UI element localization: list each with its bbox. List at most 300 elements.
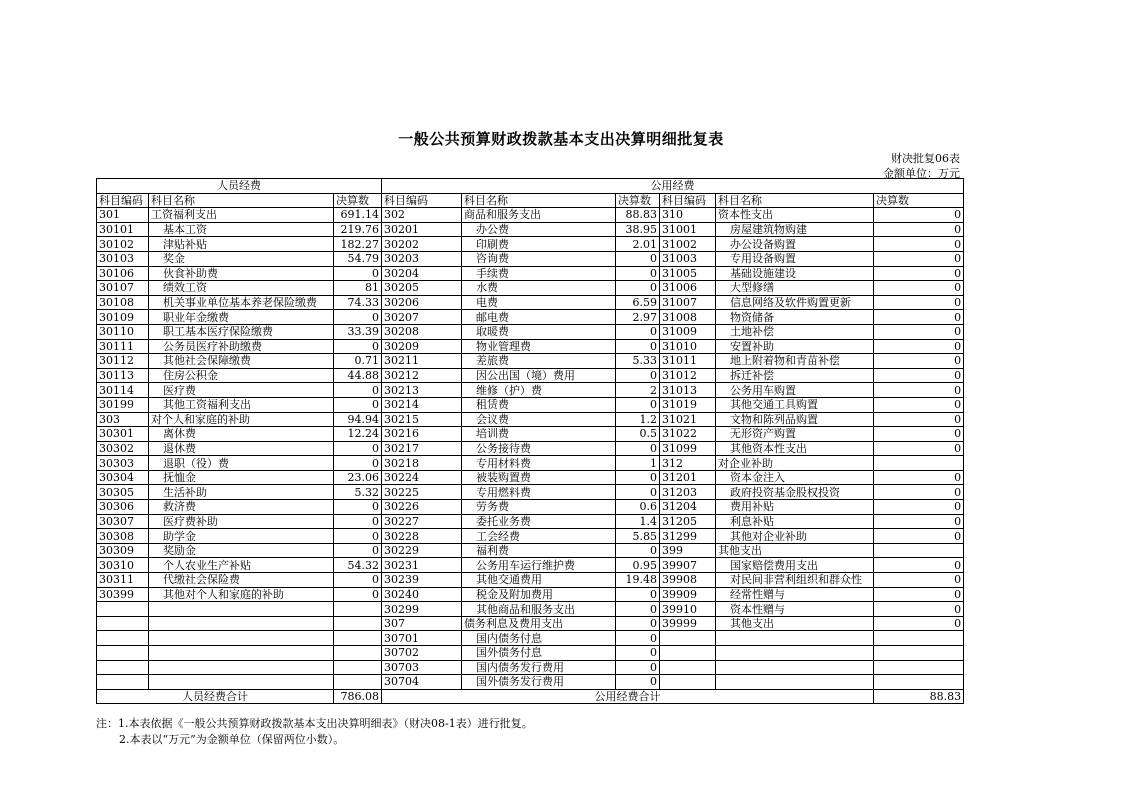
code-cell: 30213: [382, 383, 462, 398]
amount-cell: 0: [874, 441, 964, 456]
name-cell: 邮电费: [462, 310, 616, 325]
amount-cell: 0.6: [616, 500, 660, 515]
name-cell: 专用燃料费: [462, 485, 616, 500]
code-cell: 30307: [97, 514, 149, 529]
name-cell: 劳务费: [462, 500, 616, 515]
code-cell: 30112: [97, 354, 149, 369]
amount-header: 决算数: [616, 193, 660, 208]
amount-cell: 2.97: [616, 310, 660, 325]
code-cell: 30214: [382, 397, 462, 412]
code-cell: 30201: [382, 222, 462, 237]
name-cell: 会议费: [462, 412, 616, 427]
code-cell: [660, 646, 716, 661]
name-cell: 津贴补贴: [149, 237, 334, 252]
name-cell: [149, 602, 334, 617]
name-cell: 对个人和家庭的补助: [149, 412, 334, 427]
amount-cell: 1.2: [616, 412, 660, 427]
amount-cell: 0: [874, 368, 964, 383]
name-cell: 印刷费: [462, 237, 616, 252]
personnel-section-header: 人员经费: [97, 179, 382, 194]
amount-cell: 691.14: [334, 208, 382, 223]
name-cell: 公务员医疗补助缴费: [149, 339, 334, 354]
name-cell: 对企业补助: [716, 456, 874, 471]
table-row: [97, 237, 964, 252]
table-row: [97, 412, 964, 427]
name-cell: 咨询费: [462, 251, 616, 266]
footnote-2: 2.本表以“万元”为金额单位（保留两位小数）。: [119, 733, 345, 746]
amount-cell: 219.76: [334, 222, 382, 237]
code-cell: 30308: [97, 529, 149, 544]
name-cell: 机关事业单位基本养老保险缴费: [149, 295, 334, 310]
code-cell: 30206: [382, 295, 462, 310]
code-cell: 30702: [382, 646, 462, 661]
amount-cell: 0: [334, 310, 382, 325]
table-row: [97, 281, 964, 296]
code-cell: 30301: [97, 427, 149, 442]
code-cell: 30209: [382, 339, 462, 354]
name-cell: 其他商品和服务支出: [462, 602, 616, 617]
code-header: 科目编码: [382, 193, 462, 208]
code-cell: 39999: [660, 616, 716, 631]
name-header: 科目名称: [716, 193, 874, 208]
code-cell: 302: [382, 208, 462, 223]
code-cell: 30399: [97, 587, 149, 602]
name-cell: 专用材料费: [462, 456, 616, 471]
name-cell: 拆迁补偿: [716, 368, 874, 383]
amount-cell: 0: [616, 543, 660, 558]
amount-cell: 0: [874, 383, 964, 398]
code-cell: 30108: [97, 295, 149, 310]
name-cell: 委托业务费: [462, 514, 616, 529]
amount-cell: [874, 660, 964, 675]
expenditure-table: [96, 178, 964, 704]
code-cell: 303: [97, 412, 149, 427]
name-cell: 安置补助: [716, 339, 874, 354]
footnotes: [96, 716, 533, 748]
code-cell: 30203: [382, 251, 462, 266]
amount-cell: 0: [874, 602, 964, 617]
amount-cell: 54.79: [334, 251, 382, 266]
code-cell: 31099: [660, 441, 716, 456]
name-cell: 水费: [462, 281, 616, 296]
name-cell: [149, 616, 334, 631]
personnel-total-label: 人员经费合计: [97, 689, 334, 704]
name-cell: 差旅费: [462, 354, 616, 369]
amount-cell: 0: [874, 339, 964, 354]
amount-cell: 0: [616, 339, 660, 354]
code-cell: 30703: [382, 660, 462, 675]
name-cell: 其他社会保障缴费: [149, 354, 334, 369]
table-row: [97, 222, 964, 237]
name-cell: 工会经费: [462, 529, 616, 544]
table-row: [97, 602, 964, 617]
amount-cell: 0: [616, 616, 660, 631]
name-cell: 国外债务发行费用: [462, 675, 616, 690]
code-cell: 30102: [97, 237, 149, 252]
name-cell: 税金及附加费用: [462, 587, 616, 602]
name-cell: 基本工资: [149, 222, 334, 237]
name-cell: 地上附着物和青苗补偿: [716, 354, 874, 369]
code-cell: 30216: [382, 427, 462, 442]
code-cell: 30231: [382, 558, 462, 573]
code-cell: 31022: [660, 427, 716, 442]
amount-cell: 0: [616, 368, 660, 383]
code-cell: 30101: [97, 222, 149, 237]
name-cell: 利息补贴: [716, 514, 874, 529]
form-code: 财决批复06表: [891, 152, 960, 165]
amount-cell: [874, 675, 964, 690]
name-cell: 办公费: [462, 222, 616, 237]
code-cell: [97, 660, 149, 675]
table-row: [97, 631, 964, 646]
code-cell: 30205: [382, 281, 462, 296]
amount-header: 决算数: [334, 193, 382, 208]
code-cell: 31006: [660, 281, 716, 296]
amount-cell: 0: [874, 587, 964, 602]
amount-unit: 金额单位：万元: [883, 167, 960, 180]
amount-cell: 81: [334, 281, 382, 296]
code-cell: 30225: [382, 485, 462, 500]
code-cell: 30103: [97, 251, 149, 266]
table-row: [97, 368, 964, 383]
code-cell: 30110: [97, 324, 149, 339]
amount-cell: 5.85: [616, 529, 660, 544]
code-cell: [97, 646, 149, 661]
footnote-1: 注：1.本表依据《一般公共预算财政拨款基本支出决算明细表》（财决08-1表）进行批复。: [96, 717, 533, 730]
code-cell: 39910: [660, 602, 716, 617]
name-cell: 退休费: [149, 441, 334, 456]
name-cell: 职业年金缴费: [149, 310, 334, 325]
amount-cell: 0: [334, 441, 382, 456]
table-row: [97, 558, 964, 573]
name-cell: 其他交通工具购置: [716, 397, 874, 412]
amount-cell: [334, 631, 382, 646]
amount-cell: 0: [616, 485, 660, 500]
code-cell: 30311: [97, 573, 149, 588]
code-cell: 30218: [382, 456, 462, 471]
table-row: [97, 660, 964, 675]
code-cell: 30309: [97, 543, 149, 558]
name-cell: 医疗费补助: [149, 514, 334, 529]
table-row: [97, 266, 964, 281]
amount-cell: 0: [334, 529, 382, 544]
name-cell: 资本性支出: [716, 208, 874, 223]
table-row: [97, 646, 964, 661]
name-cell: [716, 646, 874, 661]
code-cell: 31009: [660, 324, 716, 339]
amount-cell: 0: [874, 310, 964, 325]
amount-cell: 23.06: [334, 470, 382, 485]
code-cell: 30114: [97, 383, 149, 398]
amount-cell: [334, 675, 382, 690]
code-cell: 30227: [382, 514, 462, 529]
code-cell: 30239: [382, 573, 462, 588]
code-cell: 30302: [97, 441, 149, 456]
code-cell: 30109: [97, 310, 149, 325]
name-cell: [716, 631, 874, 646]
name-cell: 医疗费: [149, 383, 334, 398]
code-cell: 31010: [660, 339, 716, 354]
amount-cell: 0: [874, 397, 964, 412]
amount-cell: 0: [874, 412, 964, 427]
amount-cell: 0: [616, 470, 660, 485]
name-cell: 基础设施建设: [716, 266, 874, 281]
amount-cell: 0.71: [334, 354, 382, 369]
code-cell: 31007: [660, 295, 716, 310]
amount-cell: 0: [874, 208, 964, 223]
personnel-total-value: 786.08: [334, 689, 382, 704]
name-header: 科目名称: [462, 193, 616, 208]
page-title: 一般公共预算财政拨款基本支出决算明细批复表: [398, 130, 724, 148]
amount-cell: 0: [616, 660, 660, 675]
amount-cell: 0: [874, 222, 964, 237]
amount-cell: 0.5: [616, 427, 660, 442]
name-cell: 被装购置费: [462, 470, 616, 485]
amount-header: 决算数: [874, 193, 964, 208]
table-row: [97, 441, 964, 456]
code-cell: 30228: [382, 529, 462, 544]
amount-cell: 33.39: [334, 324, 382, 339]
amount-cell: 44.88: [334, 368, 382, 383]
code-cell: 31012: [660, 368, 716, 383]
code-cell: 30305: [97, 485, 149, 500]
name-cell: [149, 631, 334, 646]
amount-cell: 0: [334, 587, 382, 602]
name-cell: 专用设备购置: [716, 251, 874, 266]
amount-cell: [334, 646, 382, 661]
name-cell: 国外债务付息: [462, 646, 616, 661]
amount-cell: 0: [616, 675, 660, 690]
code-cell: [97, 616, 149, 631]
amount-cell: 54.32: [334, 558, 382, 573]
code-cell: 30215: [382, 412, 462, 427]
table-row: [97, 675, 964, 690]
amount-cell: [874, 631, 964, 646]
amount-cell: 0: [874, 281, 964, 296]
code-cell: 31019: [660, 397, 716, 412]
name-cell: 费用补贴: [716, 500, 874, 515]
name-cell: 房屋建筑物购建: [716, 222, 874, 237]
name-cell: 债务利息及费用支出: [462, 616, 616, 631]
table-row: [97, 470, 964, 485]
code-cell: 30310: [97, 558, 149, 573]
code-cell: 31299: [660, 529, 716, 544]
code-cell: [660, 675, 716, 690]
code-cell: 31005: [660, 266, 716, 281]
name-cell: 退职（役）费: [149, 456, 334, 471]
table-row: [97, 310, 964, 325]
amount-cell: 0: [616, 441, 660, 456]
name-cell: 住房公积金: [149, 368, 334, 383]
code-cell: 31204: [660, 500, 716, 515]
table-row: [97, 324, 964, 339]
amount-cell: 0: [874, 558, 964, 573]
name-cell: 商品和服务支出: [462, 208, 616, 223]
name-cell: 维修（护）费: [462, 383, 616, 398]
name-cell: 其他对企业补助: [716, 529, 874, 544]
amount-cell: 0: [874, 324, 964, 339]
code-cell: [97, 675, 149, 690]
amount-cell: 6.59: [616, 295, 660, 310]
amount-cell: 12.24: [334, 427, 382, 442]
code-cell: 31001: [660, 222, 716, 237]
amount-cell: 1: [616, 456, 660, 471]
amount-cell: 0: [874, 500, 964, 515]
name-cell: 国家赔偿费用支出: [716, 558, 874, 573]
amount-cell: 0: [334, 543, 382, 558]
name-cell: 手续费: [462, 266, 616, 281]
code-cell: 30224: [382, 470, 462, 485]
code-cell: 30240: [382, 587, 462, 602]
table-row: [97, 500, 964, 515]
name-cell: 办公设备购置: [716, 237, 874, 252]
amount-cell: 0: [616, 266, 660, 281]
code-cell: 39909: [660, 587, 716, 602]
name-cell: 公务接待费: [462, 441, 616, 456]
name-cell: [149, 646, 334, 661]
table-row: [97, 456, 964, 471]
table-body: [97, 208, 964, 690]
amount-cell: 74.33: [334, 295, 382, 310]
name-cell: 无形资产购置: [716, 427, 874, 442]
code-cell: 30207: [382, 310, 462, 325]
name-cell: 其他交通费用: [462, 573, 616, 588]
name-cell: 资本性赠与: [716, 602, 874, 617]
name-cell: 土地补偿: [716, 324, 874, 339]
name-cell: 伙食补助费: [149, 266, 334, 281]
amount-cell: 0: [616, 646, 660, 661]
code-cell: 30299: [382, 602, 462, 617]
code-cell: 312: [660, 456, 716, 471]
code-cell: 30303: [97, 456, 149, 471]
code-cell: 31003: [660, 251, 716, 266]
name-cell: [149, 660, 334, 675]
name-cell: 资本金注入: [716, 470, 874, 485]
code-cell: [97, 631, 149, 646]
name-cell: [716, 675, 874, 690]
code-cell: 30229: [382, 543, 462, 558]
name-cell: 租赁费: [462, 397, 616, 412]
code-header: 科目编码: [660, 193, 716, 208]
code-cell: 31013: [660, 383, 716, 398]
code-cell: 30211: [382, 354, 462, 369]
amount-cell: 0: [334, 514, 382, 529]
table-row: [97, 485, 964, 500]
code-cell: [97, 602, 149, 617]
public-section-header: 公用经费: [382, 179, 964, 194]
table-row: [97, 354, 964, 369]
amount-cell: 0: [334, 397, 382, 412]
amount-cell: 0: [334, 383, 382, 398]
name-cell: 离休费: [149, 427, 334, 442]
amount-cell: 2: [616, 383, 660, 398]
amount-cell: 88.83: [616, 208, 660, 223]
code-cell: 307: [382, 616, 462, 631]
amount-cell: 0: [616, 631, 660, 646]
code-cell: 30208: [382, 324, 462, 339]
code-cell: 30106: [97, 266, 149, 281]
amount-cell: 5.32: [334, 485, 382, 500]
public-total-label: 公用经费合计: [382, 689, 874, 704]
code-cell: 30111: [97, 339, 149, 354]
name-cell: 对民间非营利组织和群众性: [716, 573, 874, 588]
code-cell: 31002: [660, 237, 716, 252]
name-cell: 代缴社会保险费: [149, 573, 334, 588]
name-cell: 公务用车购置: [716, 383, 874, 398]
code-cell: 31201: [660, 470, 716, 485]
name-cell: 信息网络及软件购置更新: [716, 295, 874, 310]
code-cell: 310: [660, 208, 716, 223]
name-cell: 奖金: [149, 251, 334, 266]
amount-cell: [874, 456, 964, 471]
name-cell: 物业管理费: [462, 339, 616, 354]
amount-cell: 0: [874, 616, 964, 631]
name-cell: 奖励金: [149, 543, 334, 558]
amount-cell: 38.95: [616, 222, 660, 237]
name-header: 科目名称: [149, 193, 334, 208]
amount-cell: [334, 660, 382, 675]
amount-cell: 0: [616, 397, 660, 412]
amount-cell: [334, 602, 382, 617]
amount-cell: 0: [874, 514, 964, 529]
code-cell: 30199: [97, 397, 149, 412]
table-row: [97, 251, 964, 266]
amount-cell: 0: [874, 354, 964, 369]
amount-cell: 0: [874, 427, 964, 442]
code-cell: 30217: [382, 441, 462, 456]
name-cell: 经常性赠与: [716, 587, 874, 602]
code-cell: 30113: [97, 368, 149, 383]
name-cell: 国内债务发行费用: [462, 660, 616, 675]
code-cell: 39907: [660, 558, 716, 573]
code-cell: 30202: [382, 237, 462, 252]
code-cell: [660, 631, 716, 646]
code-cell: 31203: [660, 485, 716, 500]
name-cell: 救济费: [149, 500, 334, 515]
table-row: [97, 587, 964, 602]
code-header: 科目编码: [97, 193, 149, 208]
name-cell: 因公出国（境）费用: [462, 368, 616, 383]
name-cell: 大型修缮: [716, 281, 874, 296]
amount-cell: 0: [874, 251, 964, 266]
amount-cell: 0: [616, 251, 660, 266]
name-cell: 其他对个人和家庭的补助: [149, 587, 334, 602]
amount-cell: [334, 616, 382, 631]
amount-cell: 0: [334, 339, 382, 354]
amount-cell: 94.94: [334, 412, 382, 427]
name-cell: 职工基本医疗保险缴费: [149, 324, 334, 339]
name-cell: 其他工资福利支出: [149, 397, 334, 412]
name-cell: 公务用车运行维护费: [462, 558, 616, 573]
code-cell: 30107: [97, 281, 149, 296]
name-cell: 生活补助: [149, 485, 334, 500]
amount-cell: 0.95: [616, 558, 660, 573]
table-row: [97, 397, 964, 412]
amount-cell: 0: [616, 587, 660, 602]
name-cell: 取暖费: [462, 324, 616, 339]
code-cell: 31021: [660, 412, 716, 427]
amount-cell: 0: [616, 281, 660, 296]
amount-cell: 0: [616, 324, 660, 339]
table-row: [97, 514, 964, 529]
name-cell: 国内债务付息: [462, 631, 616, 646]
name-cell: 文物和陈列品购置: [716, 412, 874, 427]
table-row: [97, 295, 964, 310]
code-cell: 31205: [660, 514, 716, 529]
amount-cell: 5.33: [616, 354, 660, 369]
table-row: [97, 339, 964, 354]
name-cell: 福利费: [462, 543, 616, 558]
